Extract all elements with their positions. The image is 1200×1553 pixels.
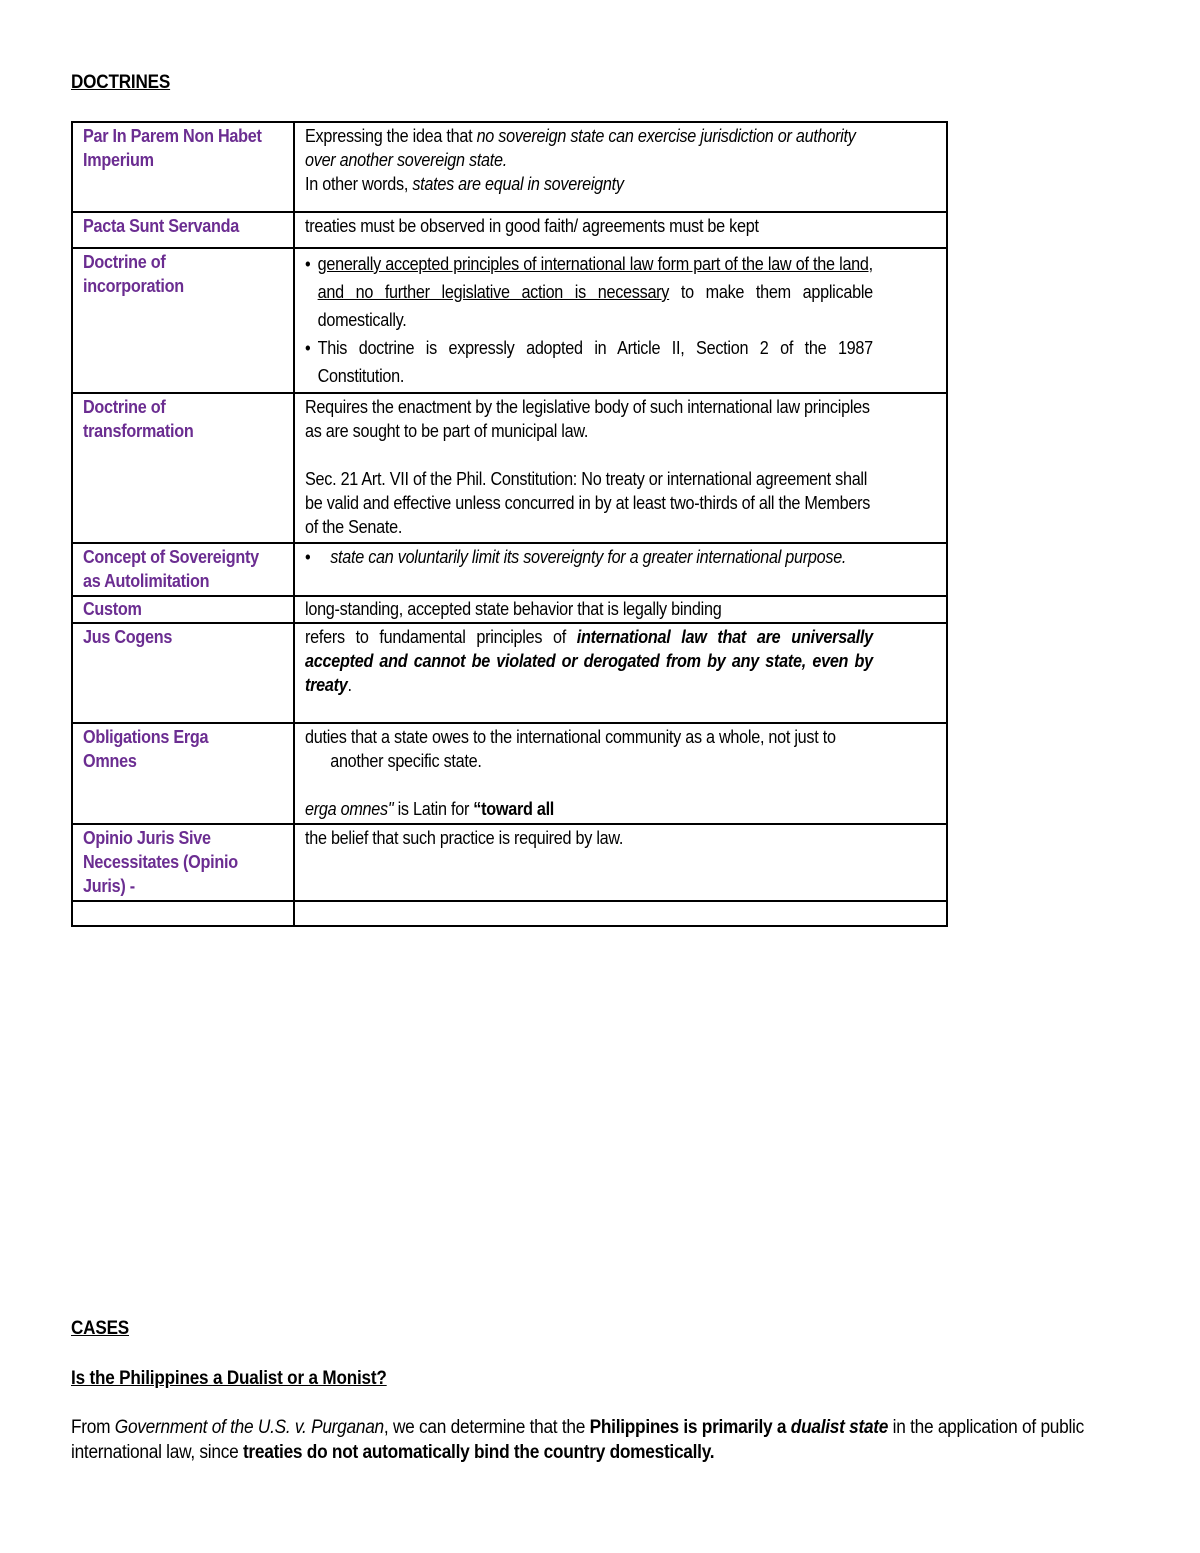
term-cell bbox=[72, 623, 294, 723]
table-row bbox=[72, 543, 947, 596]
term-label: Jus Cogens bbox=[83, 627, 173, 647]
term-cell bbox=[72, 723, 294, 824]
paragraph-text: treaties do not automatically bind the country domestically. bbox=[242, 1442, 715, 1463]
cases-heading: CASES bbox=[71, 1318, 130, 1339]
definition-text: long-standing, accepted state behavior that is legally binding bbox=[305, 599, 722, 619]
definition-text: Sec. 21 Art. VII of the Phil. Constitution: No treaty or international agreement shall be valid and effective unless concurred in by at least two-thirds of all the Members of the Senate. bbox=[305, 469, 871, 537]
term-cell bbox=[72, 393, 294, 543]
definition-text: to make them applicable domestically. bbox=[317, 282, 873, 330]
list-item bbox=[305, 334, 873, 390]
term-cell bbox=[72, 212, 294, 248]
doctrines-heading: DOCTRINES bbox=[71, 72, 171, 93]
definition-text: This doctrine is expressly adopted in Article II, Section 2 of the 1987 Constitution. bbox=[317, 338, 873, 386]
table-row bbox=[72, 723, 947, 824]
definition-text: “toward all bbox=[473, 799, 555, 819]
definition-text: the belief that such practice is required by law. bbox=[305, 828, 624, 848]
list-item bbox=[305, 250, 873, 334]
bullet-list bbox=[305, 250, 873, 390]
cases-paragraph bbox=[71, 1415, 1191, 1465]
table-row bbox=[72, 248, 947, 393]
definition-cell bbox=[294, 393, 947, 543]
table-row bbox=[72, 623, 947, 723]
term-label: Pacta Sunt Servanda bbox=[83, 216, 240, 236]
definition-text: international law that are universally accepted and cannot be violated or derogated from by any state, even by treaty bbox=[305, 627, 873, 695]
definition-cell bbox=[294, 824, 947, 901]
table-row bbox=[72, 393, 947, 543]
paragraph-text: From bbox=[71, 1417, 115, 1438]
term-label: Concept of Sovereignty as Autolimitation bbox=[83, 547, 259, 591]
definition-cell bbox=[294, 543, 947, 596]
term-label: Doctrine of incorporation bbox=[83, 252, 184, 296]
list-item bbox=[305, 545, 873, 569]
definition-cell bbox=[294, 596, 947, 623]
definition-text: Expressing the idea that bbox=[305, 126, 477, 146]
term-label: Custom bbox=[83, 599, 142, 619]
definition-text: . bbox=[347, 675, 352, 695]
definition-text: treaties must be observed in good faith/ agreements must be kept bbox=[305, 216, 759, 236]
definition-text: another specific state. bbox=[330, 751, 482, 771]
case-name: Government of the U.S. v. Purganan bbox=[114, 1417, 384, 1438]
definition-text: is Latin for bbox=[393, 799, 474, 819]
term-cell bbox=[72, 901, 294, 926]
table-row bbox=[72, 122, 947, 212]
table-row-empty bbox=[72, 901, 947, 926]
definition-text: duties that a state owes to the international community as a whole, not just to bbox=[305, 727, 836, 747]
doctrines-table bbox=[71, 121, 948, 927]
bullet-list bbox=[305, 545, 873, 569]
definition-cell bbox=[294, 122, 947, 212]
term-label: Doctrine of transformation bbox=[83, 397, 194, 441]
term-cell bbox=[72, 122, 294, 212]
term-cell bbox=[72, 543, 294, 596]
definition-text: states are equal in sovereignty bbox=[412, 174, 624, 194]
definition-cell bbox=[294, 901, 947, 926]
paragraph-text: , we can determine that the bbox=[383, 1417, 590, 1438]
table-row bbox=[72, 212, 947, 248]
table-row bbox=[72, 824, 947, 901]
definition-cell bbox=[294, 623, 947, 723]
definition-cell bbox=[294, 212, 947, 248]
definition-text: state can voluntarily limit its sovereignty for a greater international purpose. bbox=[330, 547, 847, 567]
definition-text: In other words, bbox=[305, 174, 413, 194]
definition-cell bbox=[294, 723, 947, 824]
paragraph-text: dualist state bbox=[790, 1417, 889, 1438]
term-cell bbox=[72, 248, 294, 393]
definition-cell bbox=[294, 248, 947, 393]
paragraph-text: in the application of public international law, since bbox=[71, 1417, 1084, 1463]
table-row bbox=[72, 596, 947, 623]
definition-text: generally accepted principles of international law form part of the law of the land, and no further legislative action is necessary bbox=[317, 254, 873, 302]
term-cell bbox=[72, 824, 294, 901]
term-label: Opinio Juris Sive Necessitates (Opinio Juris) - bbox=[83, 828, 238, 896]
definition-text: refers to fundamental principles of bbox=[305, 627, 577, 647]
cases-question: Is the Philippines a Dualist or a Monist? bbox=[71, 1368, 387, 1389]
paragraph-text: Philippines is primarily a bbox=[589, 1417, 791, 1438]
definition-text: Requires the enactment by the legislative body of such international law principles as are sought to be part of municipal law. bbox=[305, 397, 870, 441]
definition-text: no sovereign state can exercise jurisdiction or authority over another sovereign state. bbox=[305, 126, 856, 170]
term-label: Par In Parem Non Habet Imperium bbox=[83, 126, 262, 170]
term-label: Obligations Erga Omnes bbox=[83, 727, 209, 771]
term-cell bbox=[72, 596, 294, 623]
definition-text: erga omnes" bbox=[305, 799, 394, 819]
